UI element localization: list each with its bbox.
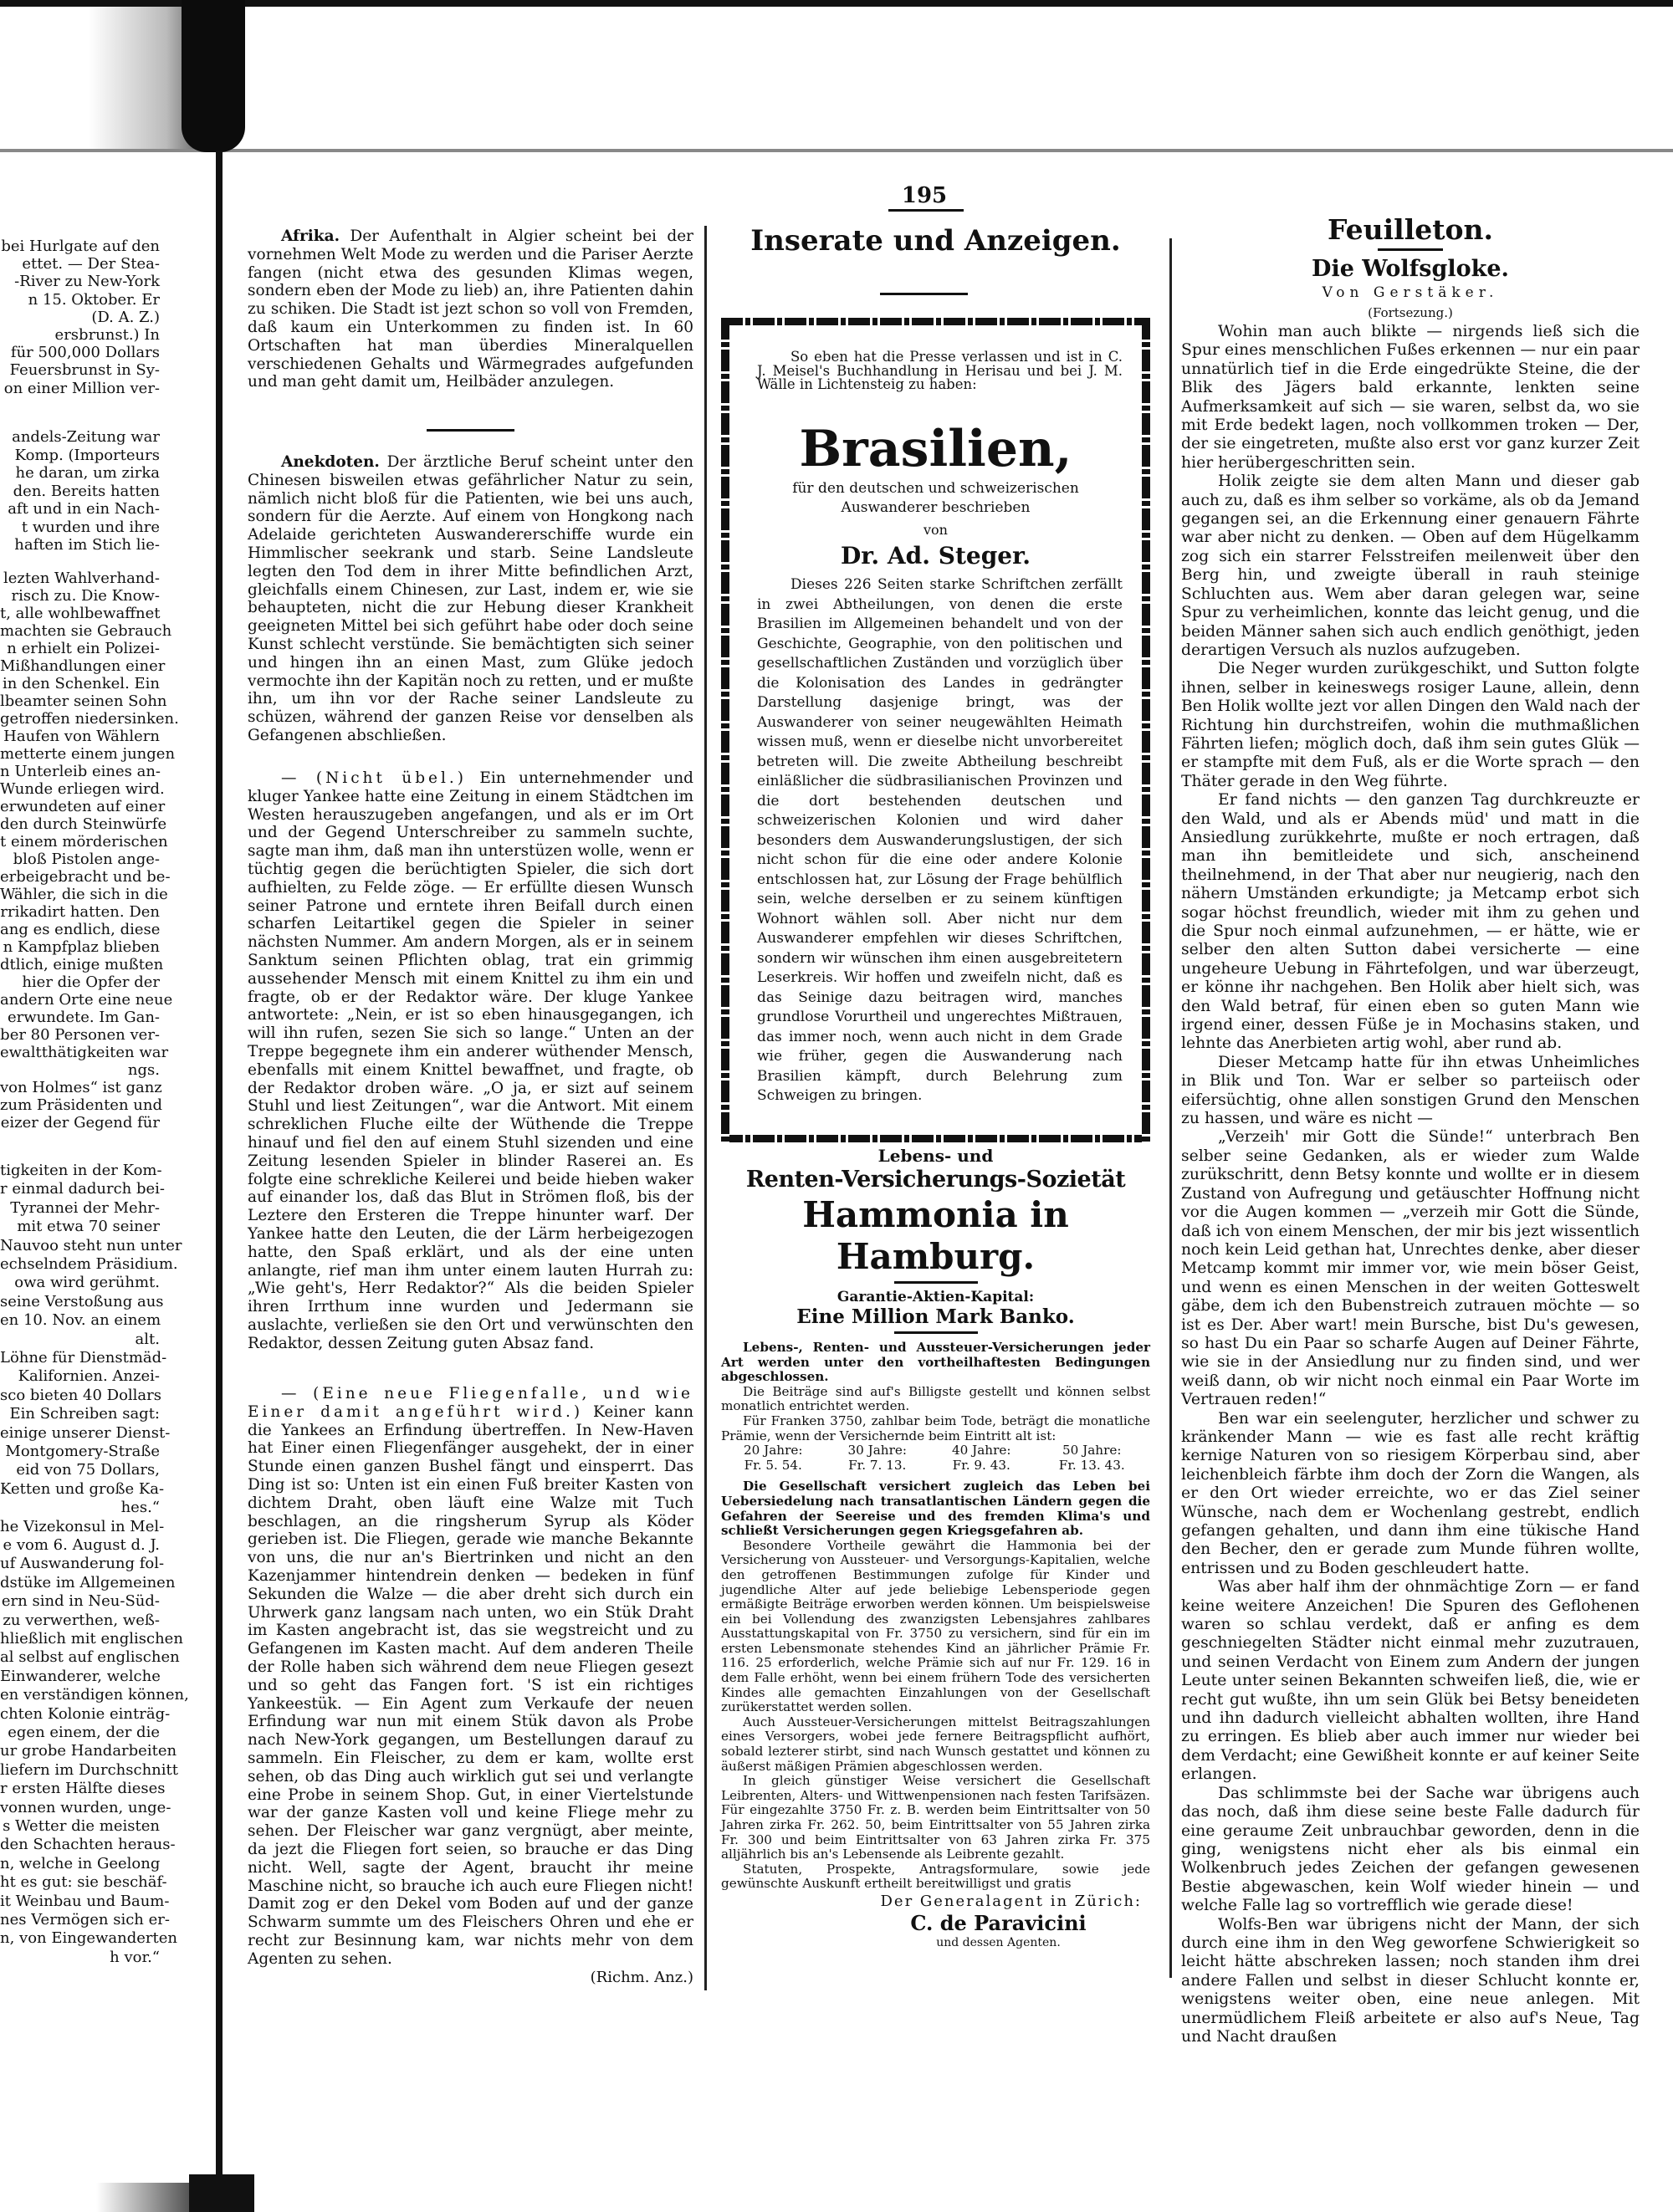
text-line-fragment: für 500,000 Dollars: [10, 344, 160, 362]
agent-name: C. de Paravicini: [910, 1910, 1087, 1935]
text-line-fragment: risch zu. Die Know-: [11, 587, 160, 605]
text-line-fragment: uf Auswanderung fol-: [0, 1555, 165, 1573]
story-paragraph: Ben war ein seelenguter, herzlicher und schwer zu kränkender Mann — wie es fast alle recht kräftig kernige Naturen von so riesigem Körperbau sind, aber leichenbleich färbte ihm doch der Zorn die Wangen, als er den Ort wieder erreichte, wo er das Ziel seiner Wünsche, nach dem er Wochenlang gestrebt, endlich gefangen gehalten, und dann ihm eine tükische Hand den Becher, den er gerade zum Munde führen wollte, entrissen und zu Boden geschleudert hatte.: [1181, 1409, 1640, 1577]
ad-by: von: [923, 522, 948, 538]
article-afrika: [248, 227, 693, 391]
text-line-fragment: ang es endlich, diese: [0, 921, 161, 938]
text-line-fragment: h vor.“: [110, 1948, 160, 1966]
story-note: (Fortsezung.): [1368, 305, 1453, 320]
article-anekdoten: [248, 453, 693, 745]
ornament-border: [721, 318, 1150, 325]
section-heading-feuilleton: Feuilleton.: [1328, 213, 1493, 246]
text-line-fragment: sco bieten 40 Dollars: [0, 1386, 161, 1404]
text-line-fragment: eizer der Gegend für: [0, 1114, 160, 1132]
text-line-fragment: machten sie Gebrauch: [0, 622, 172, 640]
section-divider: [1378, 248, 1443, 251]
section-heading-ads: Inserate und Anzeigen.: [750, 224, 1121, 258]
premium-cell: Fr. 7. 13.: [848, 1457, 907, 1473]
text-line-fragment: Tyrannei der Mehr-: [10, 1198, 160, 1217]
ad-paragraph: Die Gesellschaft versichert zugleich das Leben bei Uebersiedelung nach transatlantischen Ländern gegen die Gefahren der Seereise und des fremden Klima's und schließt Versicherungen gegen Kriegsgefahren ab.: [721, 1479, 1150, 1539]
text-line-fragment: metterte einem jungen: [0, 745, 176, 763]
text-line-fragment: Ketten und große Ka-: [0, 1479, 165, 1498]
text-line-fragment: ngs.: [127, 1061, 160, 1079]
story-body: [1181, 323, 1640, 2046]
ad-intro: So eben hat die Presse verlassen und ist in C. J. Meisel's Buchhandlung in Herisau und bei J. M. Wälle in Lichtensteig zu haben:: [757, 349, 1123, 392]
text-line-fragment: n 15. Oktober. Er: [28, 290, 160, 309]
column-rule: [1169, 238, 1172, 1978]
text-line-fragment: vonnen wurden, unge-: [0, 1798, 171, 1816]
text-line-fragment: Mißhandlungen einer: [0, 657, 166, 675]
text-line-fragment: t, alle wohlbewaffnet: [0, 605, 161, 622]
age-cell: 20 Jahre:: [744, 1443, 803, 1458]
text-line-fragment: hier die Opfer der: [22, 973, 160, 991]
ad-title: Hammonia in Hamburg.: [802, 1194, 1069, 1277]
page-top-rule: [0, 149, 1673, 152]
text-line-fragment: (D. A. Z.): [91, 308, 160, 326]
text-line-fragment: n, welche in Geelong: [0, 1854, 161, 1872]
ad-paragraph: Die Beiträge sind auf's Billigste gestellt und können selbst monatlich entrichtet werden.: [721, 1383, 1150, 1414]
story-paragraph: Was aber half ihm der ohnmächtige Zorn — er fand keine weitere Anzeichen! Die Spuren des Geflohenen waren so schlau verdekt, daß er anfing es dem geschniegelten Städter nicht einmal mehr zuzutrauen, und seinen Verdacht von Einem zum Andern der jungen Leute unter seinen Bekannten schweifen ließ, die, wie er recht gut wußte, ihn um sein Glük bei Betsy beneideten und ihn dadurch vielleicht abhalten wollten, ihre Hand zu erringen. Es blieb aber auch immer nur wieder bei dem Verdacht; eine Gewißheit konnte er auf keiner Seite erlangen.: [1181, 1578, 1640, 1784]
premium-cell: Fr. 5. 54.: [744, 1457, 802, 1473]
story-paragraph: Holik zeigte sie dem alten Mann und dieser gab auch zu, daß es ihm selber so vorkäme, als ob da Jemand gegangen sei, an die Erkennung einer genauern Fährte war aber nicht zu denken. — Oben auf dem Hügelkamm zog sich ein starrer Felsstreifen meilenweit über den Berg hin, und zweigte überall in rauh steinige Schluchten aus. Wem aber daran gelegen war, seine Spur zu verheimlichen, konnte das leicht genug, und die beiden Männer sahen sich auch endlich genöthigt, jeden derartigen Versuch als nuzlos aufzugeben.: [1181, 473, 1640, 659]
ad-paragraph: Lebens-, Renten- und Aussteuer-Versicherungen jeder Art werden unter den vortheilhaftesten Bedingungen abgeschlossen.: [721, 1340, 1150, 1385]
text-line-fragment: Haufen von Wählern: [3, 728, 160, 745]
agent-label: Der Generalagent in Zürich:: [880, 1892, 1142, 1910]
article-nicht-uebel: [248, 769, 693, 1353]
capital-label: Garantie-Aktien-Kapital:: [836, 1289, 1035, 1305]
story-paragraph: Dieser Metcamp hatte für ihn etwas Unheimliches in Blik und Ton. War er selber so parteiisch oder eifersüchtig, ohne allen sonstigen Grund den Menschen zu hassen, und wäre es nicht —: [1181, 1053, 1640, 1128]
text-line-fragment: von Holmes“ ist ganz: [0, 1079, 162, 1096]
text-line-fragment: Feuersbrunst in Sy-: [9, 361, 160, 380]
text-line-fragment: den durch Steinwürfe: [0, 815, 167, 833]
text-line-fragment: Einwanderer, welche: [0, 1667, 161, 1685]
binding-fold: [182, 0, 245, 152]
text-line-fragment: t wurden und ihre: [21, 518, 160, 536]
text-line-fragment: bloß Pistolen ange-: [13, 851, 160, 868]
text-line-fragment: chten Kolonie einträg-: [0, 1704, 171, 1723]
text-line-fragment: en verständigen können,: [0, 1686, 189, 1704]
ad-paragraph: Besondere Vortheile gewährt die Hammonia bei der Versicherung von Aussteuer- und Versorgungs-Kapitalien, welche den getroffenen Bestimmungen zufolge für Kinder und jugendliche Alter auf jede beliebige Lebensperiode gegen ermäßigte Beiträge erworben werden können. Um beispielsweise ein bei Vollendung des zwanzigsten Lebensjahres zahlbares Ausstattungskapital von Fr. 3750 zu versichern, sind für ein im ersten Lebensmonate stehendes Kind an jährlicher Prämie Fr. 116. 25 erforderlich, welche Prämie sich auf nur Fr. 129. 16 in dem Falle erhöht, wenn bei einem frühern Tode des versicherten Kindes alle gemachten Einzahlungen von der Gesellschaft zurükerstattet werden sollen.: [721, 1537, 1150, 1715]
text-line-fragment: Kalifornien. Anzei-: [18, 1367, 160, 1386]
story-paragraph: „Verzeih' mir Gott die Sünde!“ unterbrach Ben selber seine Gedanken, als er wieder zum Walde zurükschritt, denn Betsy konnte und wollte er in diesem Zustand von Aufregung und getäuschter Hoffnung nicht vor die Augen kommen — „verzeih mir Gott die Sünde, daß ich von einem Menschen, der mir bis jezt wissentlich noch kein Leid gethan hat, Unrechtes denke, aber dieser Metcamp kommt mir immer vor, wie mein böser Geist, und wenn es einen Menschen in der weiten Gotteswelt gäbe, dem ich den Bubenstreich zutrauen möchte — so ist es Der. Aber wart! mein Bursche, bist Du's gewesen, so hast Du ein Paar so scharfe Augen auf Deiner Fährte, wie sie in der Ansiedlung nur zu finden sind, und wer weiß dann, ob wir nicht noch einmal ein Paar Worte im Vertrauen reden!“: [1181, 1128, 1640, 1409]
text-line-fragment: seine Verstoßung aus: [0, 1292, 164, 1310]
text-line-fragment: dstüke im Allgemeinen: [0, 1573, 176, 1591]
text-line-fragment: he daran, um zirka: [15, 464, 160, 482]
text-line-fragment: Wähler, die sich in die: [0, 886, 168, 903]
premium-table-ages: [721, 1443, 1150, 1458]
story-author: Von Gerstäker.: [1322, 284, 1499, 301]
premium-table: [721, 1443, 1150, 1473]
story-paragraph: Die Neger wurden zurükgeschikt, und Sutton folgte ihnen, selber in keineswegs rosiger Laune, allein, denn Ben Holik wollte jezt vor allen Dingen den Wald nach der Richtung hin durchstreifen, wohin die muthmaßlichen Fährten liefen; möglich doch, daß ihm sein gutes Glük — er stampfte mit dem Fuß, als er die Worte sprach — den Thäter gerade in den Weg führte.: [1181, 660, 1640, 790]
ornament-border: [721, 1135, 1150, 1142]
feuilleton: [1181, 213, 1640, 2046]
text-line-fragment: n erhielt ein Polizei-: [7, 640, 160, 657]
text-line-fragment: alt.: [135, 1330, 160, 1348]
text-line-fragment: ewaltthätigkeiten war: [0, 1044, 169, 1061]
story-title: Die Wolfsgloke.: [1312, 256, 1509, 282]
text-line-fragment: Ein Schreiben sagt:: [9, 1405, 160, 1423]
ad-company-line: Renten-Versicherungs-Sozietät: [745, 1167, 1126, 1193]
page-number: 195: [901, 183, 948, 208]
ad-body: Dieses 226 Seiten starke Schriftchen zerfällt in zwei Abtheilungen, von denen die erste Brasilien im Allgemeinen behandelt und von der Geschichte, Geographie, von den politischen und gesellschaftlichen Zuständen und vorzüglich über die Kolonisation des Landes in gedrängter Darstellung dasjenige bringt, was der Auswanderer von seiner neugewählten Heimath wissen muß, wenn er dieselbe nicht unvorbereitet betreten will. Die zweite Abtheilung beschreibt einläßlicher die südbrasilianischen Provinzen und die dort bestehenden deutschen und schweizerischen Kolonien und wird daher besonders dem Auswanderungslustigen, der sich nicht schon für die eine oder andere Kolonie entschlossen hat, zur Lösung der Frage behülflich sein, welche derselben er zu seinem künftigen Wohnort wählen soll. Aber nicht nur dem Auswanderer empfehlen wir dieses Schriftchen, sondern wir wünschen ihm einen ausgebreitetern Leserkreis. Wir hoffen und zweifeln nicht, daß es das Seinige dazu beitragen wird, manches grundlose Vorurtheil und ungerechtes Mißtrauen, das immer noch, wenn auch nicht in dem Grade wie früher, gegen die Auswanderung nach Brasilien kämpft, durch Belehrung zum Schweigen zu bringen.: [757, 576, 1123, 1104]
ad-paragraph: Auch Aussteuer-Versicherungen mittelst Beitragszahlungen eines Versorgers, wobei jede fernere Beitragspflicht aufhört, sobald lezterer stirbt, sind nach Wunsch gestattet und können zu äußerst mäßigen Prämien abgeschlossen werden.: [721, 1714, 1150, 1774]
binding-fold-bottom: [189, 2174, 254, 2212]
text-line-fragment: eid von 75 Dollars,: [16, 1461, 160, 1479]
article-text: Der Aufenthalt in Algier scheint bei der vornehmen Welt Mode zu werden und die Pariser Aerzte fangen (nicht etwa des gesunden Klimas wegen, sondern eben der Mode zu lieb) an, ihre Patienten dahin zu schiken. Die Stadt ist jezt schon so voll von Fremden, daß kaum ein Unterkommen zu finden ist. In 60 Ortschaften hat man überdies Mineralquellen verschiedenen Gehalts und Wärmegrades aufgefunden und man geht damit um, Heilbäder anzulegen.: [248, 227, 693, 391]
ad-author: Dr. Ad. Steger.: [840, 542, 1031, 570]
text-line-fragment: owa wird gerühmt.: [14, 1274, 160, 1292]
text-line-fragment: t einem mörderischen: [0, 833, 168, 851]
article-text: Ein unternehmender und kluger Yankee hatte eine Zeitung in einem Städtchen im Westen herauszugeben angefangen, und als er im Ort und der Gegend Unterschreiber zu sammeln suchte, sagte man ihm, daß man ihn unterstüzen wolle, wenn er tüchtig gegen die berüchtigten Spieler, die sich dort aufhielten, zu Felde zöge. — Er erfüllte diesen Wunsch seiner Patrone und erntete ihren Beifall durch einen scharfen Leitartikel gegen die Spieler in seiner nächsten Nummer. Am andern Morgen, als er in seinem Sanktum seinen Pflichten oblag, trat ein grimmig aussehender Mensch mit einem Knittel zu ihm ein und fragte, ob er der Redaktor wäre. Der kluge Yankee antwortete: „Nein, er ist so eben hinausgegangen, ich will ihn rufen, sezen Sie sich so lange.“ Unten an der Treppe begegnete ihm ein anderer wüthender Mensch, ebenfalls mit einem Knittel bewaffnet, und fragte, ob der Redaktor droben wäre. „O ja, er sizt auf seinem Stuhl und liest Zeitungen“, war die Antwort. Mit einem schreklichen Fluche eilte der Wüthende die Treppe hinauf und fiel den auf einem Stuhl sizenden und eine Zeitung lesenden Spieler in blinder Raserei an. Es folgte eine schrekliche Keilerei und beide hieben waker auf einander los, daß das Blut in Strömen floß, bis der Leztere den Ersteren die Treppe hinunter warf. Der Yankee hatte den Leuten, die der Lärm herbeigezogen hatte, den Spaß erklärt, und als der eine unten anlangte, rief man ihm unter einem lauten Hurrah zu: „Wie geht's, Herr Redaktor?“ Als die beiden Spieler ihren Irrthum inne wurden und Jedermann sie auslachte, verließen sie den Ort und verwünschten den Redaktor, dessen Zeitung guten Absaz fand.: [248, 769, 693, 1352]
premium-cell: Fr. 9. 43.: [952, 1457, 1010, 1473]
text-line-fragment: ur grobe Handarbeiten: [0, 1742, 177, 1760]
text-line-fragment: getroffen niedersinken.: [0, 710, 179, 728]
left-partial-column: [0, 0, 189, 2212]
scan-top-edge: [0, 0, 1673, 7]
text-line-fragment: Wunde erliegen wird.: [0, 780, 165, 798]
text-line-fragment: hließlich mit englischen: [0, 1630, 183, 1648]
text-line-fragment: e vom 6. August d. J.: [3, 1536, 160, 1554]
text-line-fragment: s Wetter die meisten: [3, 1817, 160, 1835]
text-line-fragment: echselndem Präsidium.: [0, 1255, 178, 1273]
article-lead: — (Nicht übel.): [281, 769, 467, 787]
section-divider: [894, 1281, 978, 1284]
page-number-underline: [888, 209, 964, 212]
ad-title: Brasilien,: [799, 420, 1072, 478]
text-line-fragment: he Vizekonsul in Mel-: [0, 1517, 165, 1535]
text-line-fragment: Nauvoo steht nun unter: [0, 1236, 182, 1254]
text-line-fragment: -River zu New-York: [14, 273, 160, 291]
text-line-fragment: mit etwa 70 seiner: [17, 1218, 160, 1236]
text-line-fragment: r ersten Hälfte dieses: [0, 1780, 166, 1798]
age-cell: 40 Jahre:: [952, 1443, 1011, 1458]
article-text: Keiner kann die Yankees an Erfindung übertreffen. In New-Haven hat Einer einen Fliegenfänger ausgehekt, der in einer Stunde einen ganzen Bushel fängt und einsperrt. Das Ding ist so: Unten ist ein einen Fuß breiter Kasten von dichtem Draht, oben läuft eine Walze mit Tuch beschlagen, an die ringsherum Syrup als Köder gerieben ist. Die Fliegen, gerade wie manche Bekannte von uns, die nur an's Biertrinken und nicht an den Kazenjammer hintendrein denken — bedeken in fünf Sekunden die Walze — die aber dreht sich durch ein Uhrwerk ganz langsam nach unten, wo ein Stük Draht im Kasten angebracht ist, das sie wegstreicht und zu Gefangenen im Kasten macht. Auf dem anderen Theile der Rolle haben sich während dem neue Fliegen gesezt und so geht das Fangen fort. 'S ist ein richtiges Yankeestük. — Ein Agent zum Verkaufe der neuen Erfindung war nun mit einem Stük davon als Probe nach New-York gegangen, um Bestellungen darauf zu sammeln. Ein Fleischer, zu dem er kam, wollte erst sehen, ob das Ding auch wirklich gut sei und verlangte eine Probe in seinem Shop. Gut, in einer Viertelstunde war der ganze Kasten voll und keine Fliege mehr zu sehen. Der Fleischer war ganz vergnügt, aber meinte, da jezt die Fliegen fort seien, so brauche er das Ding nicht. Well, sagte der Agent, braucht ihr meine Maschine nicht, so brauche ich auch eure Fliegen nicht! Damit zog er den Dekel vom Boden auf und der ganze Schwarm summte um des Fleischers Ohren und ehe er recht zur Besinnung kam, war nichts mehr von dem Agenten zu sehen.: [248, 1402, 693, 1968]
article-lead: Anekdoten.: [281, 453, 380, 471]
age-cell: 50 Jahre:: [1062, 1443, 1122, 1458]
column-rule: [704, 226, 707, 1990]
text-line-fragment: erbeigebracht und be-: [0, 868, 171, 886]
text-line-fragment: egen einem, der die: [8, 1724, 160, 1741]
ad-paragraph: Für Franken 3750, zahlbar beim Tode, beträgt die monatliche Prämie, wenn der Versichernde beim Eintritt alt ist:: [721, 1413, 1150, 1443]
ad-hammonia: [721, 1146, 1150, 1950]
story-paragraph: Wolfs-Ben war übrigens nicht der Mann, der sich durch eine ihm in den Weg geworfene Schwierigkeit so leicht hätte abschreken lassen; noch standen ihm drei andere Fallen und selbst in dieser Schlucht konnte er, wenigstens weiter oben, eine neue anlegen. Mit unermüdlichem Fleiß arbeitete er also auf's Neue, Tag und Nacht draußen: [1181, 1915, 1640, 2046]
text-line-fragment: ht es gut: sie beschäf-: [0, 1873, 167, 1892]
ad-paragraph: In gleich günstiger Weise versichert die Gesellschaft Leibrenten, Alters- und Wittwenpensionen nach festen Tarifsäzen. Für eingezahlte 3750 Fr. z. B. werden beim Eintrittsalter von 50 Jahren zirka Fr. 262. 50, beim Eintrittsalter von 55 Jahren zirka Fr. 300 und beim Eintrittsalter von 63 Jahren zirka Fr. 375 alljährlich bis an's Lebensende als Leibrente gezahlt.: [721, 1773, 1150, 1862]
text-line-fragment: ern sind in Neu-Süd-: [1, 1592, 160, 1611]
text-line-fragment: n Unterleib eines an-: [0, 763, 161, 780]
gutter-line: [216, 151, 223, 2174]
text-line-fragment: en 10. Nov. an einem: [0, 1311, 161, 1330]
ad-brasilien: [721, 318, 1150, 1142]
premium-table-values: [721, 1458, 1150, 1474]
article-fliegenfalle: [248, 1385, 693, 1969]
article-text: Der ärztliche Beruf scheint unter den Chinesen bisweilen etwas gefährlicher Natur zu sein, nämlich nicht bloß für die Patienten, wie bei uns auch, sondern für die Aerzte. Auf einem von Hongkong nach Adelaide gerichteten Auswandererschiffe wurde ein Himmlischer seekrank und starb. Seine Landsleute legten den Tod dem in ihrer Mitte befindlichen Arzt, gleichfalls einem Chinesen, zur Last, indem er, wie sie behaupteten, nicht die zur Hebung dieser Krankheit geeigneten Mittel bei sich geführt habe oder doch seine Kunst schlecht verstünde. Sie bemächtigten sich seiner und hingen ihn an einen Mast, zum Glüke jedoch vermochte ihn der Kapitän noch zu retten, und er mußte ihn, um ihn vor der Rache seiner Landsleute zu schüzen, während der ganzen Reise vor denselben als Gefangenen abschließen.: [248, 453, 693, 744]
text-line-fragment: it Weinbau und Baum-: [0, 1892, 170, 1910]
text-line-fragment: r einmal dadurch bei-: [0, 1180, 165, 1198]
text-line-fragment: zum Präsidenten und: [0, 1096, 162, 1114]
premium-cell: Fr. 13. 43.: [1058, 1457, 1125, 1473]
section-divider: [880, 293, 968, 295]
text-line-fragment: liefern im Durchschnitt: [0, 1760, 178, 1779]
text-line-fragment: on einer Million ver-: [3, 379, 160, 397]
text-line-fragment: Montgomery-Straße: [5, 1443, 160, 1460]
capital-value: Eine Million Mark Banko.: [796, 1305, 1075, 1328]
text-line-fragment: den. Bereits hatten: [13, 482, 160, 500]
text-line-fragment: rrikadirt hatten. Den: [0, 903, 160, 921]
ad-subtitle: für den deutschen und schweizerischen Auswanderer beschrieben: [792, 480, 1079, 516]
text-line-fragment: zu verwerthen, weß-: [3, 1611, 160, 1629]
ad-paragraph: Statuten, Prospekte, Antragsformulare, sowie jede gewünschte Auskunft ertheilt bereitwilligst und gratis: [721, 1861, 1150, 1892]
text-line-fragment: nes Vermögen sich er-: [0, 1911, 170, 1928]
age-cell: 30 Jahre:: [847, 1443, 907, 1458]
text-line-fragment: ettet. — Der Stea-: [22, 255, 160, 273]
text-line-fragment: in den Schenkel. Ein: [2, 675, 160, 692]
article-lead: Afrika.: [281, 227, 340, 245]
text-line-fragment: einige unserer Dienst-: [0, 1423, 171, 1442]
text-line-fragment: ber 80 Personen ver-: [0, 1026, 160, 1044]
text-line-fragment: andern Orte eine neue: [0, 991, 173, 1009]
article-lead: — (Eine neue Fliegenfalle, und wie Einer damit angeführt wird.): [248, 1385, 693, 1421]
text-line-fragment: erwundete. Im Gan-: [7, 1009, 160, 1026]
text-line-fragment: n Kampfplaz blieben: [3, 938, 160, 956]
text-line-fragment: haften im Stich lie-: [14, 536, 160, 554]
ad-kicker: Lebens- und: [877, 1146, 994, 1166]
text-line-fragment: lbeamter seinen Sohn: [0, 692, 167, 710]
story-paragraph: Wohin man auch blikte — nirgends ließ sich die Spur eines menschlichen Fußes erkennen — nur ein paar unnatürlich tief in die Erde eingedrükte Steine, die der Blik des Jägers bald erkannte, lenkten seine Aufmerksamkeit auf sich — sie waren, selbst da, wo sie mit Erde bedekt lagen, noch vollkommen troken — Der, der sie eingetreten, mußte also erst vor ganz kurzer Zeit hier herübergeschritten sein.: [1181, 323, 1640, 472]
text-line-fragment: hes.“: [120, 1499, 160, 1517]
text-line-fragment: al selbst auf englischen: [0, 1648, 180, 1667]
text-line-fragment: tigkeiten in der Kom-: [0, 1162, 162, 1179]
story-paragraph: Er fand nichts — den ganzen Tag durchkreuzte er den Wald, und als er Abends müd' und matt in die Ansiedlung zurükkehrte, mußte er noch ertragen, daß man ihn bemitleidete und sich, anscheinend theilnehmend, in der That aber nur neugierig, nach den nähern Umständen erkundigte; ja Metcamp erbot sich sogar höchst freundlich, wieder mit ihm zu gehen und die Spur noch einmal aufzunehmen, — er hätte, wie er selber den alten Sutton dabei versicherte — eine ungeheure Uebung in Fährtefolgen, und war überzeugt, er könne ihr nachgehen. Ben Holik aber hielt sich, was den Wald betraf, für einen eben so guten Mann wie irgend einer, dessen Füße je in Mochasins staken, und lehnte das Anerbieten artig wohl, aber rund ab.: [1181, 791, 1640, 1053]
text-line-fragment: ersbrunst.) In: [54, 326, 160, 344]
article-source: (Richm. Anz.): [590, 1969, 693, 1986]
text-line-fragment: andels-Zeitung war: [12, 428, 160, 446]
text-line-fragment: erwundeten auf einer: [0, 798, 166, 815]
text-line-fragment: dtlich, einige mußten: [0, 956, 164, 973]
text-line-fragment: n, von Eingewanderten: [0, 1929, 178, 1948]
section-divider: [427, 429, 514, 432]
text-line-fragment: bei Hurlgate auf den: [1, 238, 160, 255]
text-line-fragment: aft und in ein Nach-: [8, 500, 160, 518]
section-divider: [894, 1331, 978, 1334]
text-line-fragment: Komp. (Importeurs: [14, 446, 160, 464]
agent-tail: und dessen Agenten.: [936, 1935, 1061, 1949]
text-line-fragment: Löhne für Dienstmäd-: [0, 1349, 167, 1367]
text-line-fragment: lezten Wahlverhand-: [3, 570, 160, 587]
text-line-fragment: den Schachten heraus-: [0, 1836, 176, 1854]
story-paragraph: Das schlimmste bei der Sache war übrigens auch das noch, daß ihm diese seine beste Falle dadurch für eine geraume Zeit unbrauchbar geworden, denn in die ging, wenigstens nicht eher als bis einmal ein Wolkenbruch jedes Zeichen der gefangen gewesenen Bestie abgewaschen, kein Wolf wieder hinein — und welche Falle lag so vortrefflich wie gerade diese!: [1181, 1784, 1640, 1915]
